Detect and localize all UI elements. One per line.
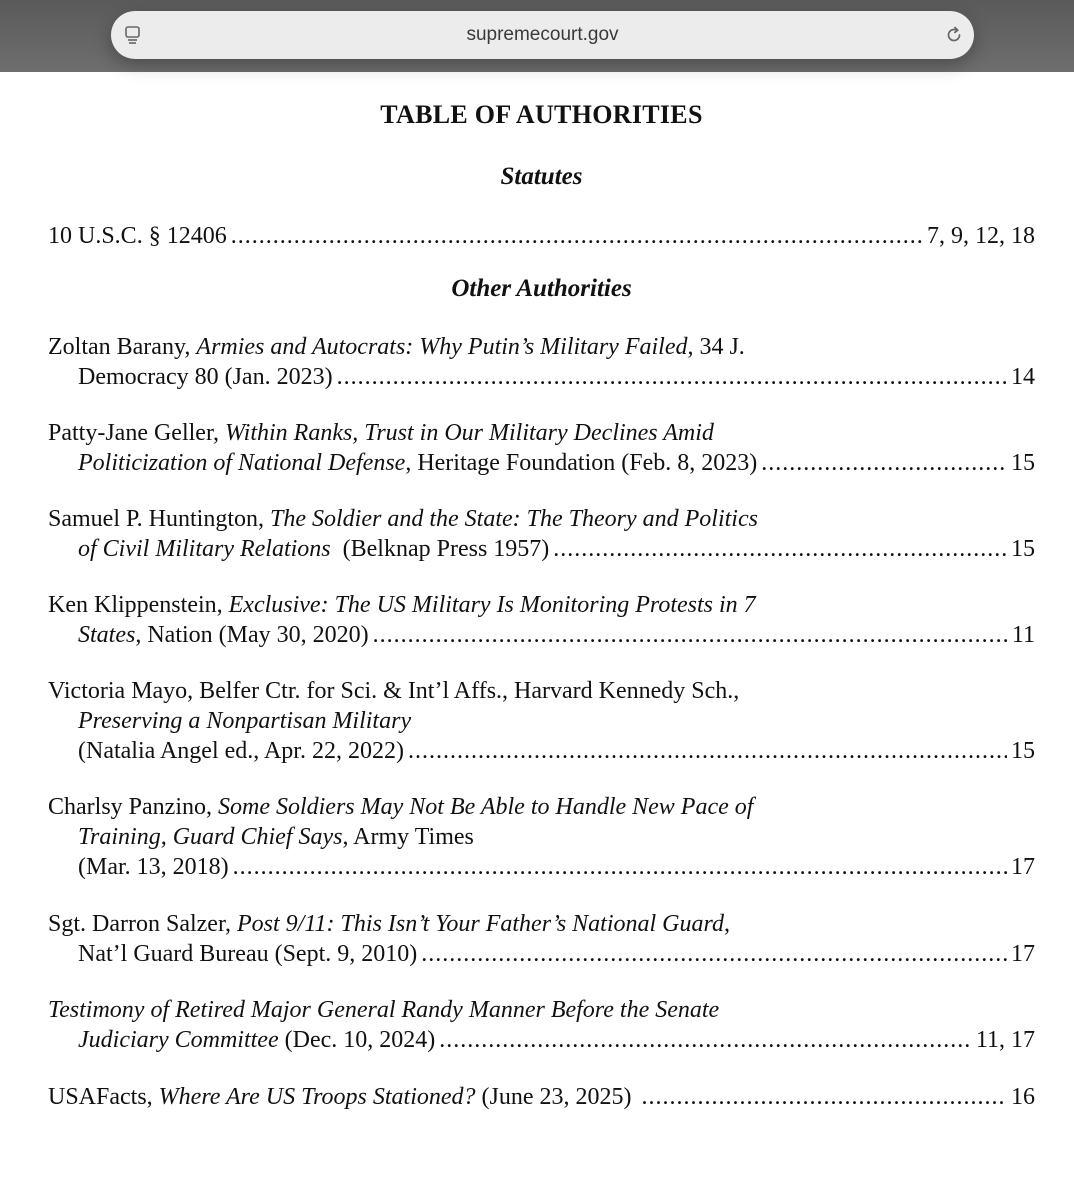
authority-entry: Patty-Jane Geller, Within Ranks, Trust in Our Military Declines Amid Politicization of National Defense, Heritage Foundation (Feb. 8, 2023) ..... 15	[48, 418, 1035, 478]
authority-entry: Samuel P. Huntington, The Soldier and the State: The Theory and Politics of Civil Military Relations (Belknap Press 1957) ..... 15	[48, 504, 1035, 564]
authority-entry: Ken Klippenstein, Exclusive: The US Military Is Monitoring Protests in 7 States, Nation (May 30, 2020) ..... 11	[48, 590, 1035, 650]
authority-entry: Testimony of Retired Major General Randy Manner Before the Senate Judiciary Committee (Dec. 10, 2024) ..... 11, 17	[48, 995, 1035, 1055]
leader-dots	[233, 852, 1007, 882]
page-refs: 15	[1011, 450, 1035, 476]
page-refs: 17	[1011, 854, 1035, 880]
browser-top-bar	[0, 0, 1074, 72]
leader-dots	[642, 1082, 1007, 1112]
address-bar[interactable]	[111, 11, 974, 59]
leader-dots	[421, 939, 1007, 969]
page-refs: 15	[1011, 536, 1035, 562]
page-refs: 11, 17	[975, 1027, 1035, 1053]
page-refs: 16	[1011, 1084, 1035, 1110]
leader-dots	[439, 1025, 972, 1055]
page-refs: 14	[1011, 364, 1035, 390]
authority-entry: Sgt. Darron Salzer, Post 9/11: This Isn’t Your Father’s National Guard, Nat’l Guard Bureau (Sept. 9, 2010) ..... 17	[48, 909, 1035, 969]
page-refs: 7, 9, 12, 18	[927, 223, 1035, 249]
other-authorities-heading: Other Authorities	[451, 275, 632, 302]
page-refs: 15	[1011, 738, 1035, 764]
page-refs: 17	[1011, 941, 1035, 967]
authority-entry: Victoria Mayo, Belfer Ctr. for Sci. & Int’l Affs., Harvard Kennedy Sch., Preserving a Nonpartisan Military (Natalia Angel ed., Apr. 22, 2022) ..... 15	[48, 676, 1035, 766]
leader-dots	[408, 736, 1007, 766]
leader-dots	[373, 620, 1008, 650]
leader-dots	[337, 362, 1007, 392]
page-refs: 11	[1011, 622, 1035, 648]
leader-dots	[553, 534, 1007, 564]
statutes-heading: Statutes	[500, 163, 583, 190]
statute-entry	[48, 221, 1035, 251]
page-title: TABLE OF AUTHORITIES	[380, 100, 703, 129]
url-domain[interactable]: supremecourt.gov	[466, 24, 619, 45]
reload-icon[interactable]	[944, 25, 964, 45]
statute-citation: 10 U.S.C. § 12406	[48, 223, 227, 249]
leader-dots	[231, 221, 923, 251]
authority-entry: Zoltan Barany, Armies and Autocrats: Why Putin’s Military Failed, 34 J. Democracy 80 (Jan. 2023) ..... 14	[48, 332, 1035, 392]
leader-dots	[761, 448, 1007, 478]
authority-entry: Charlsy Panzino, Some Soldiers May Not Be Able to Handle New Pace of Training, Guard Chief Says, Army Times (Mar. 13, 2018) ..... 17	[48, 792, 1035, 882]
authority-entry: USAFacts, Where Are US Troops Stationed? (June 23, 2025) ..... 16	[48, 1082, 1035, 1112]
